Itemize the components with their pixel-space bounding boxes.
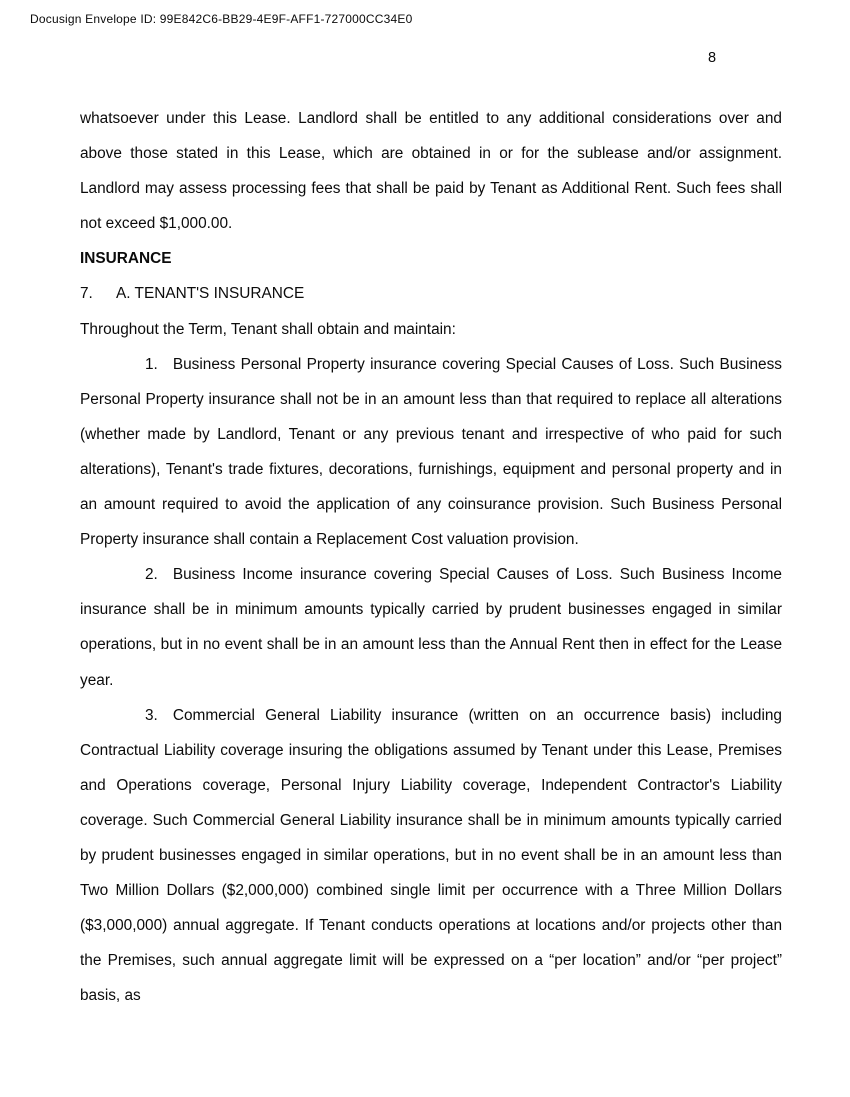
item-1-text: Business Personal Property insurance covering Special Causes of Loss. Such Business Personal Property insurance shall not be in an amount less than that required to replace all alterations (whether made by Landlord, Tenant or any previous tenant and irrespective of who paid for such alterations), Tenant's trade fixtures, decorations, furnishings, equipment and personal property and in an amount required to avoid the application of any coinsurance provision. Such Business Personal Property insurance shall contain a Replacement Cost valuation provision. bbox=[80, 355, 782, 549]
item-2-text: Business Income insurance covering Special Causes of Loss. Such Business Income insurance shall be in minimum amounts typically carried by prudent businesses engaged in similar operations, but in no event shall be in an amount less than the Annual Rent then in effect for the Lease year. bbox=[80, 566, 782, 689]
item-3-text: Commercial General Liability insurance (written on an occurrence basis) including Contractual Liability coverage insuring the obligations assumed by Tenant under this Lease, Premises and Operations coverage, Personal Injury Liability coverage, Independent Contractor's Liability coverage. Such Commercial General Liability insurance shall be in minimum amounts typically carried by prudent businesses engaged in similar operations, but in no event shall be in an amount less than Two Million Dollars ($2,000,000) combined single limit per occurrence with a Three Million Dollars ($3,000,000) annual aggregate. If Tenant conducts operations at locations and/or projects other than the Premises, such annual aggregate limit will be expressed on a “per location” and/or “per project” basis, as bbox=[80, 706, 782, 1005]
document-body bbox=[80, 101, 782, 1013]
docusign-envelope-id: Docusign Envelope ID: 99E842C6-BB29-4E9F-AFF1-727000CC34E0 bbox=[30, 12, 413, 26]
paragraph-sublease-fees: whatsoever under this Lease. Landlord shall be entitled to any additional considerations over and above those stated in this Lease, which are obtained in or for the sublease and/or assignment. Landlord may assess processing fees that shall be paid by Tenant as Additional Rent. Such fees shall not exceed $1,000.00. bbox=[80, 110, 782, 233]
section-7-tenants-insurance bbox=[80, 276, 782, 311]
insurance-item-2 bbox=[80, 557, 782, 697]
subheading-throughout-term: Throughout the Term, Tenant shall obtain and maintain: bbox=[80, 320, 456, 338]
item-1-number: 1. bbox=[145, 355, 158, 373]
section-title: A. TENANT'S INSURANCE bbox=[116, 285, 305, 303]
item-2-number: 2. bbox=[145, 566, 158, 584]
item-3-number: 3. bbox=[145, 706, 158, 724]
insurance-item-3 bbox=[80, 698, 782, 1014]
section-number: 7. bbox=[80, 285, 93, 303]
page-number: 8 bbox=[708, 50, 717, 66]
heading-insurance: INSURANCE bbox=[80, 250, 172, 268]
insurance-item-1 bbox=[80, 347, 782, 558]
